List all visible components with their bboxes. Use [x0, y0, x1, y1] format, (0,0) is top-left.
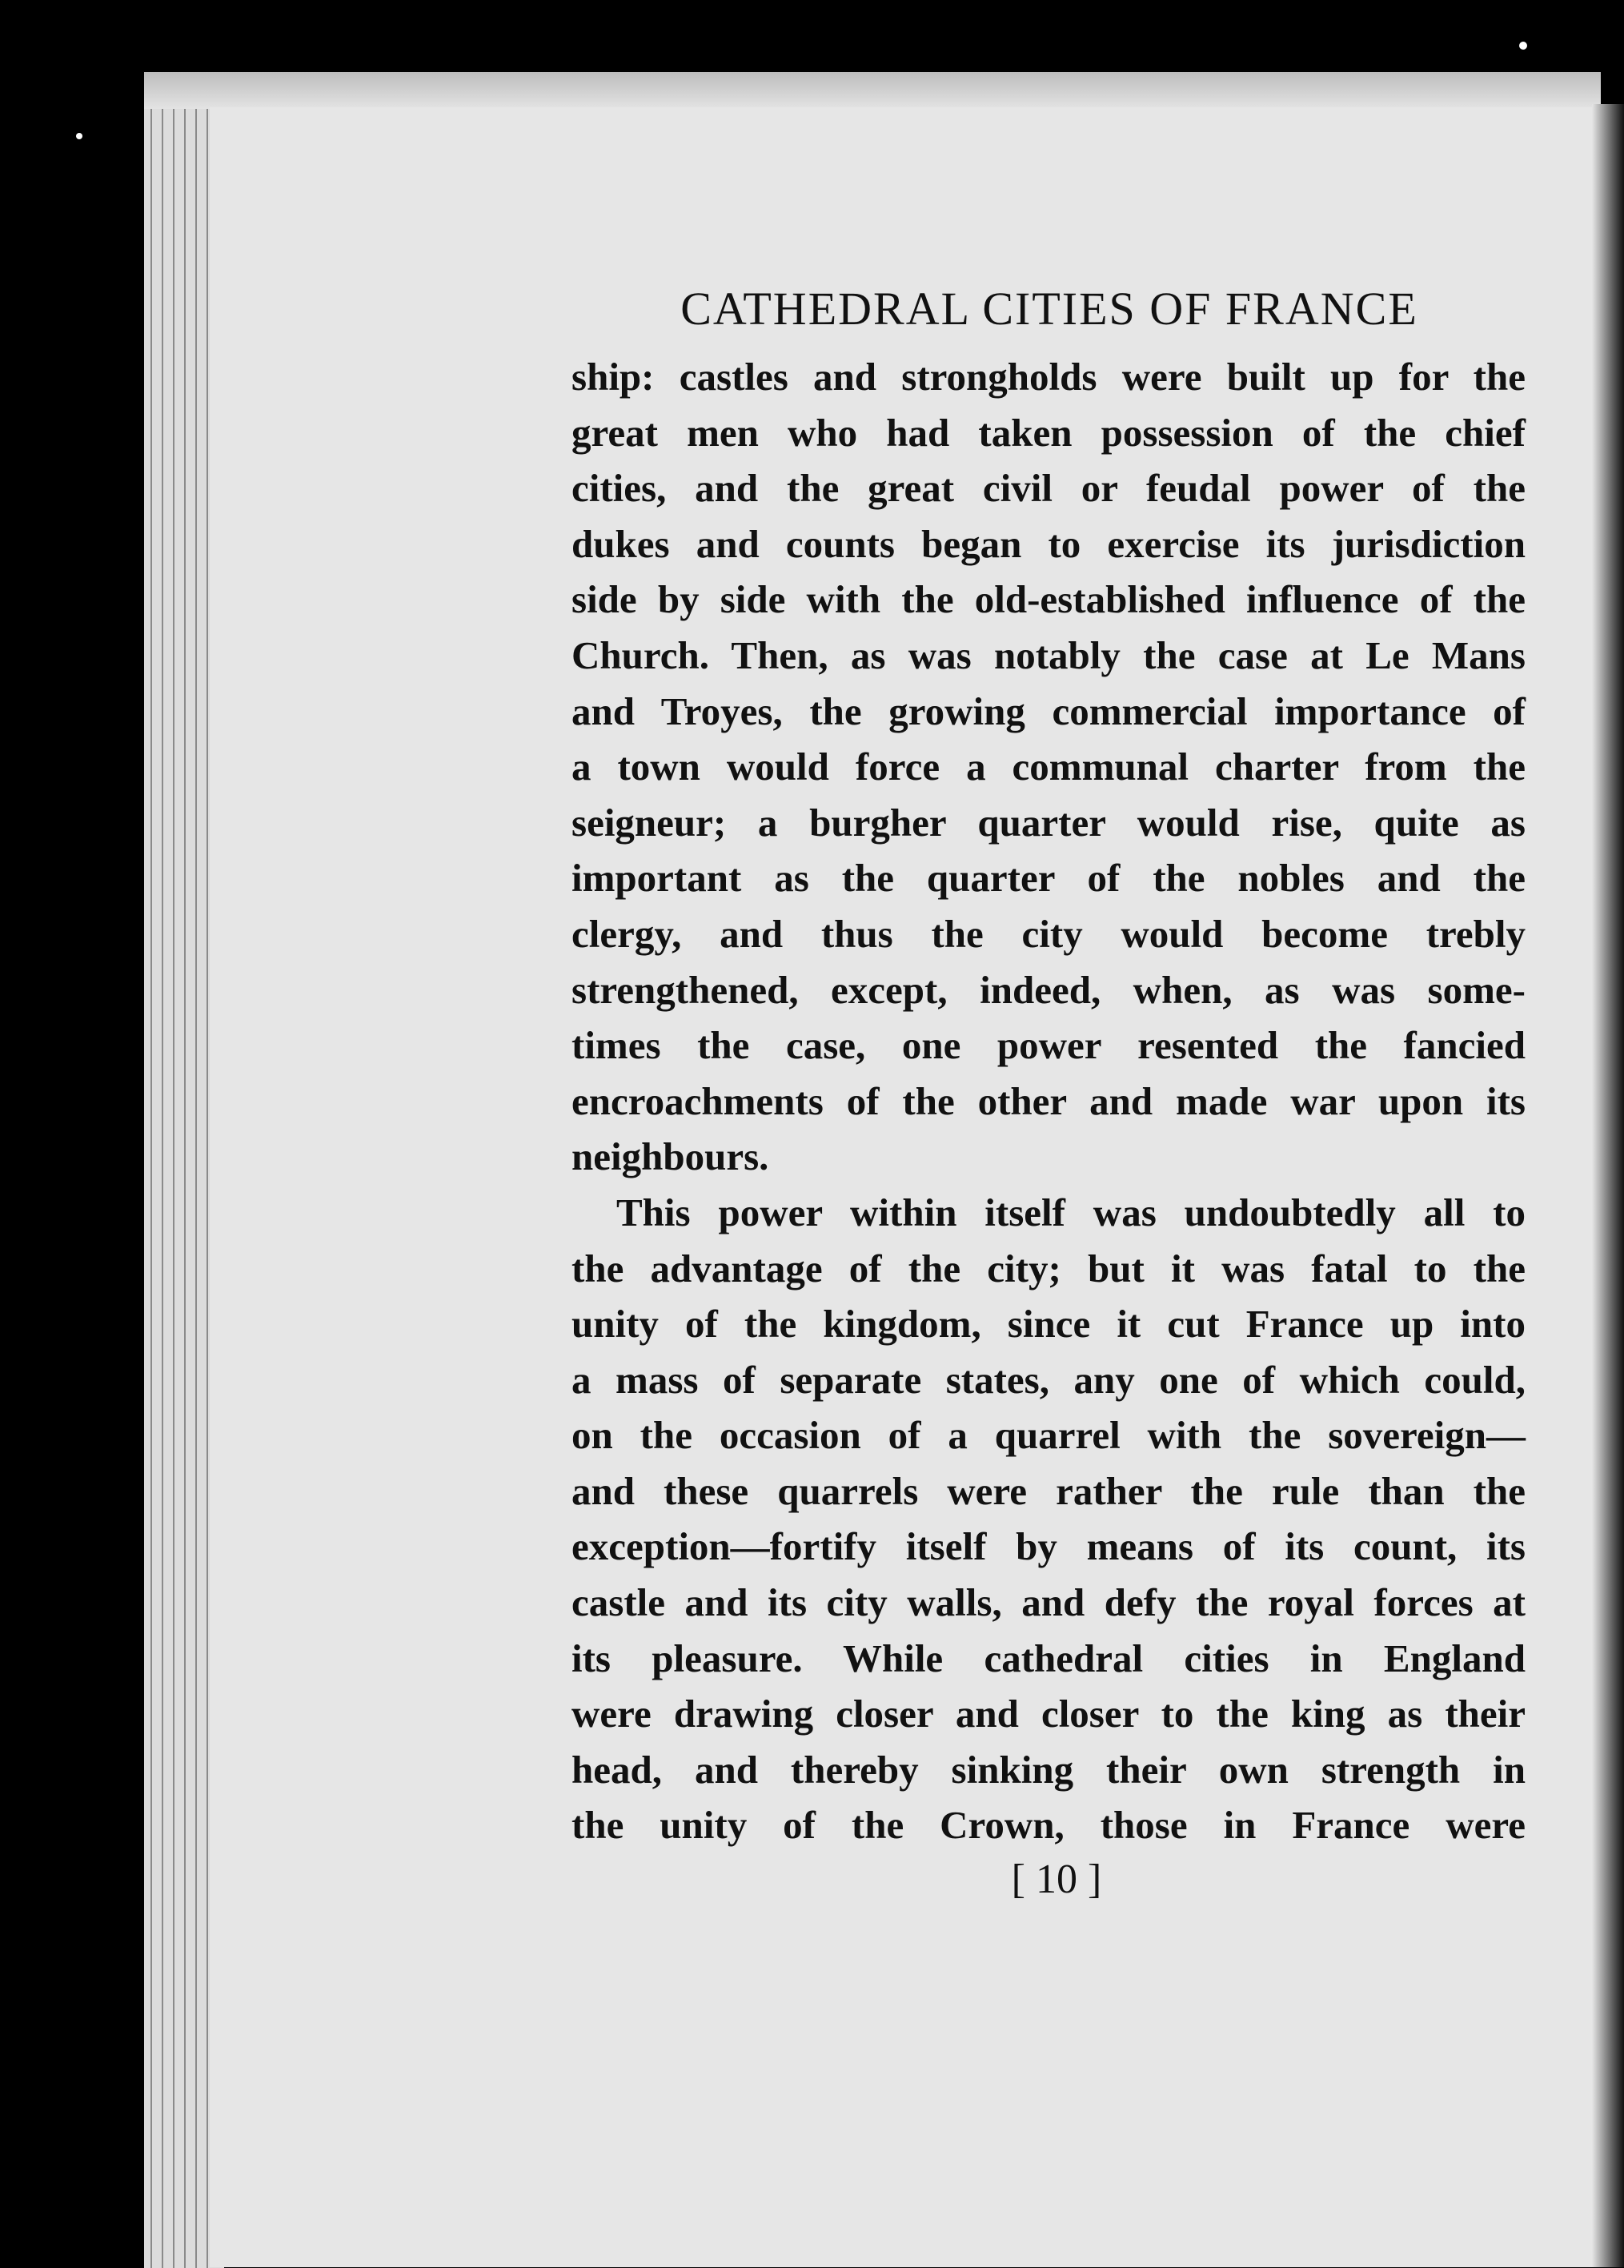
running-head: CATHEDRAL CITIES OF FRANCE [680, 283, 1418, 335]
text-line: castle and its city walls, and defy the royal forces at [571, 1580, 1526, 1625]
text-line: encroachments of the other and made war upon its [571, 1078, 1526, 1123]
page-edge-line [184, 78, 186, 2268]
page-edge-line [150, 78, 152, 2268]
scan-speck [76, 133, 82, 139]
text-line: seigneur; a burgher quarter would rise, quite as [571, 800, 1526, 845]
text-line: head, and thereby sinking their own strength in [571, 1747, 1526, 1792]
text-line: the unity of the Crown, those in France were [571, 1803, 1526, 1848]
text-line: on the occasion of a quarrel with the sovereign— [571, 1413, 1526, 1458]
page-gutter-shadow [1592, 104, 1624, 2267]
text-line: neighbours. [571, 1134, 769, 1179]
text-line: great men who had taken possession of the chief [571, 410, 1526, 455]
text-line: important as the quarter of the nobles and the [571, 856, 1526, 901]
text-line: cities, and the great civil or feudal power of the [571, 466, 1526, 511]
text-line: the advantage of the city; but it was fatal to the [571, 1246, 1526, 1291]
text-line: times the case, one power resented the fancied [571, 1023, 1526, 1068]
text-line: a mass of separate states, any one of which could, [571, 1357, 1526, 1402]
body-text [571, 349, 1526, 1853]
text-line: were drawing closer and closer to the king as their [571, 1692, 1526, 1736]
text-line: and these quarrels were rather the rule than the [571, 1468, 1526, 1513]
text-line: its pleasure. While cathedral cities in England [571, 1636, 1526, 1680]
text-line: ship: castles and strongholds were built up for the [571, 355, 1526, 399]
text-line: and Troyes, the growing commercial importance of [571, 688, 1526, 733]
text-line: strengthened, except, indeed, when, as was some- [571, 967, 1526, 1012]
page-edge-line [162, 78, 163, 2268]
text-line: side by side with the old-established influence of the [571, 577, 1526, 622]
page-edge-line [195, 78, 197, 2268]
text-line: a town would force a communal charter from the [571, 745, 1526, 789]
page-top-edge [144, 72, 1601, 109]
scan-speck [1519, 42, 1527, 50]
text-line: unity of the kingdom, since it cut France up into [571, 1302, 1526, 1347]
page-edge-line [173, 78, 174, 2268]
page-number: [ 10 ] [1011, 1857, 1102, 1902]
text-line: dukes and counts began to exercise its jurisdiction [571, 521, 1526, 566]
text-line: exception—fortify itself by means of its count, its [571, 1524, 1526, 1569]
text-line: clergy, and thus the city would become trebly [571, 911, 1526, 956]
page-edge-line [207, 78, 208, 2268]
text-line: Church. Then, as was notably the case at Le Mans [571, 632, 1526, 677]
text-line: This power within itself was undoubtedly all to [616, 1190, 1526, 1234]
